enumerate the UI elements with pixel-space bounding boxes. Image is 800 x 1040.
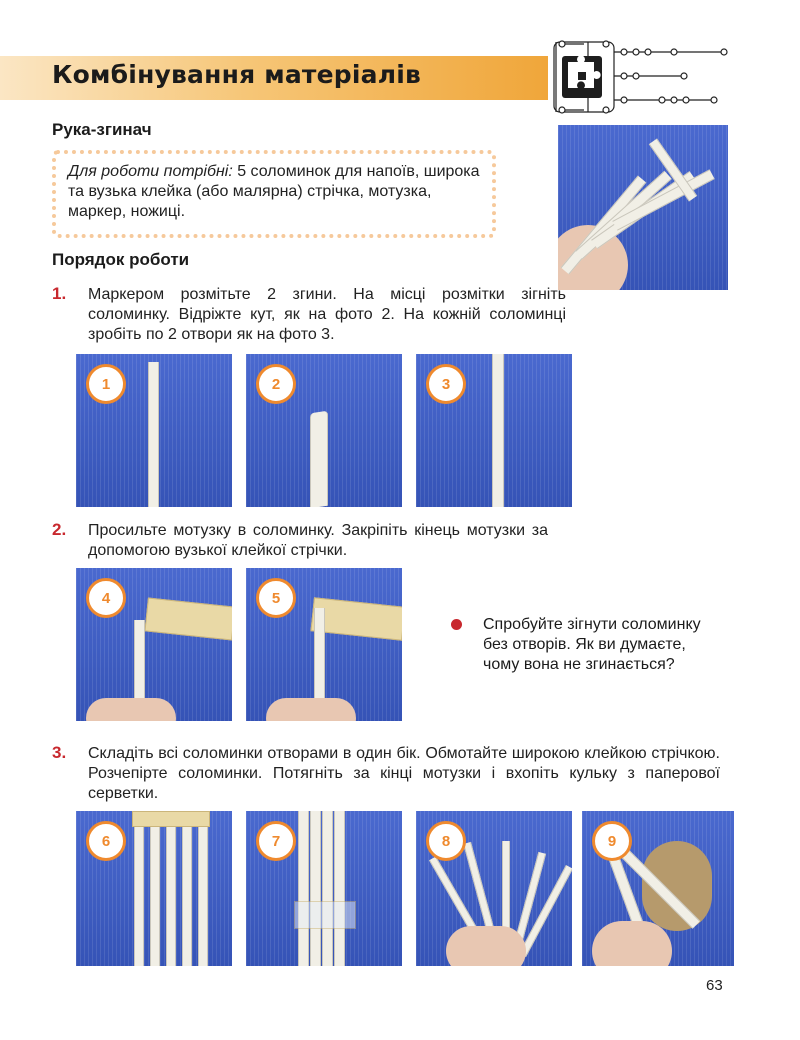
- photo-4: [76, 568, 232, 721]
- photo-8-badge: 8: [426, 821, 466, 861]
- note-bullet: [451, 619, 462, 630]
- photo-7-badge: 7: [256, 821, 296, 861]
- hero-photo: [558, 125, 728, 290]
- photo-9: [582, 811, 734, 966]
- photo-5-badge: 5: [256, 578, 296, 618]
- project-title: Рука-згинач: [52, 120, 152, 139]
- materials-box: [52, 150, 496, 238]
- photo-1: [76, 354, 232, 507]
- photo-2: [246, 354, 402, 507]
- photo-3-badge: 3: [426, 364, 466, 404]
- materials-label: Для роботи потрібні:: [68, 163, 233, 180]
- note-text: Спробуйте зігнути соломинку без отворів. Як ви думаєте, чому вона не згинається?: [483, 616, 701, 673]
- step-1-number: 1.: [52, 284, 67, 303]
- step-3-text: Складіть всі соломинки отворами в один бік. Обмотайте широкою клейкою стрічкою. Розчепірте соломинки. Потягніть за кінці мотузки і вхопіть кульку з паперової серветки.: [88, 745, 720, 802]
- step-3-number: 3.: [52, 743, 67, 762]
- photo-7: [246, 811, 402, 966]
- photo-9-badge: 9: [592, 821, 632, 861]
- page-title: Комбінування матеріалів: [52, 60, 422, 89]
- step-2-number: 2.: [52, 520, 67, 539]
- photo-5: [246, 568, 402, 721]
- photo-8: [416, 811, 572, 966]
- photo-6-badge: 6: [86, 821, 126, 861]
- page-number: 63: [706, 977, 723, 994]
- puzzle-icon: [562, 55, 602, 98]
- step-2-text: Просильте мотузку в соломинку. Закріпіть кінець мотузки за допомогою вузької клейкої стрічки.: [88, 522, 548, 559]
- procedure-title: Порядок роботи: [52, 250, 190, 269]
- photo-3: [416, 354, 572, 507]
- photo-4-badge: 4: [86, 578, 126, 618]
- step-1-text: Маркером розмітьте 2 згини. На місці розмітки зігніть соломинку. Відріжте кут, як на фото 2. На кожній соломинці зробіть по 2 отвори як на фото 3.: [88, 286, 566, 343]
- photo-1-badge: 1: [86, 364, 126, 404]
- photo-6: [76, 811, 232, 966]
- circuit-decoration: [544, 38, 734, 116]
- materials-text: 5 соломинок для напоїв, широка та вузька клейка (або малярна) стрічка, мотузка, маркер, ножиці.: [68, 163, 480, 220]
- photo-2-badge: 2: [256, 364, 296, 404]
